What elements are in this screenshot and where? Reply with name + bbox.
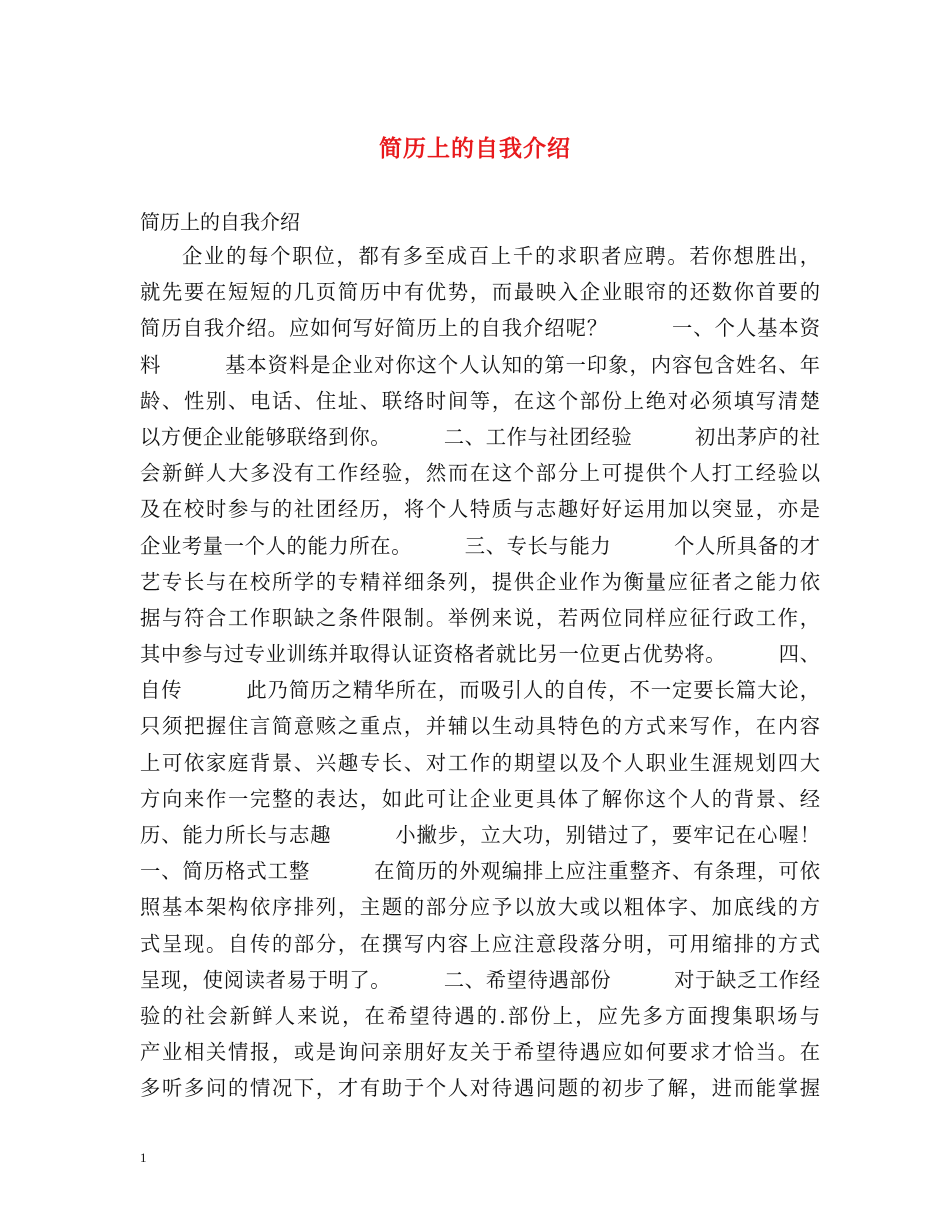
body-line: 历、能力所长与志趣 小撇步，立大功，别错过了，要牢记在心喔！	[140, 823, 820, 847]
body-line: 就先要在短短的几页简历中有优势，而最映入企业眼帘的还数你首要的	[140, 280, 820, 305]
body-line: 企业考量一个人的能力所在。 三、专长与能力 个人所具备的才	[140, 533, 820, 558]
body-line: 料 基本资料是企业对你这个人认知的第一印象，内容包含姓名、年	[140, 352, 820, 377]
body-line: 产业相关情报，或是询问亲朋好友关于希望待遇应如何要求才恰当。在	[140, 1040, 820, 1065]
body-line: 企业的每个职位，都有多至成百上千的求职者应聘。若你想胜出，	[182, 244, 820, 268]
body-line: 其中参与过专业训练并取得认证资格者就比另一位更占优势将。 四、	[140, 642, 820, 667]
body-line: 方向来作一完整的表达，如此可让企业更具体了解你这个人的背景、经	[140, 786, 820, 811]
body-line: 上可依家庭背景、兴趣专长、对工作的期望以及个人职业生涯规划四大	[140, 750, 820, 775]
body-line: 一、简历格式工整 在简历的外观编排上应注重整齐、有条理，可依	[140, 859, 820, 884]
body-line: 呈现，使阅读者易于明了。 二、希望待遇部份 对于缺乏工作经	[140, 967, 820, 992]
body-line: 自传 此乃简历之精华所在，而吸引人的自传，不一定要长篇大论，	[140, 678, 820, 703]
body-line: 简历自我介绍。应如何写好简历上的自我介绍呢？ 一、个人基本资	[140, 316, 820, 341]
document-title: 简历上的自我介绍	[379, 136, 571, 162]
body-line: 会新鲜人大多没有工作经验，然而在这个部分上可提供个人打工经验以	[140, 461, 820, 486]
body-line: 多听多问的情况下，才有助于个人对待遇问题的初步了解，进而能掌握	[140, 1076, 820, 1101]
body-line: 验的社会新鲜人来说，在希望待遇的.部份上，应先多方面搜集职场与	[140, 1003, 820, 1028]
body-line: 龄、性别、电话、住址、联络时间等，在这个部份上绝对必须填写清楚	[140, 388, 820, 413]
body-line: 照基本架构依序排列，主题的部分应予以放大或以粗体字、加底线的方	[140, 895, 820, 920]
body-line: 只须把握住言简意赅之重点，并辅以生动具特色的方式来写作，在内容	[140, 714, 820, 739]
body-line: 艺专长与在校所学的专精祥细条列，提供企业作为衡量应征者之能力依	[140, 569, 820, 594]
body-line: 式呈现。自传的部分，在撰写内容上应注意段落分明，可用缩排的方式	[140, 931, 820, 956]
document-subtitle: 简历上的自我介绍	[140, 210, 300, 234]
body-line: 据与符合工作职缺之条件限制。举例来说，若两位同样应征行政工作，	[140, 605, 820, 630]
page-number: 1	[140, 1150, 147, 1165]
body-line: 以方便企业能够联络到你。 二、工作与社团经验 初出茅庐的社	[140, 424, 820, 449]
document-body	[140, 238, 820, 1107]
body-line: 及在校时参与的社团经历，将个人特质与志趣好好运用加以突显，亦是	[140, 497, 820, 522]
